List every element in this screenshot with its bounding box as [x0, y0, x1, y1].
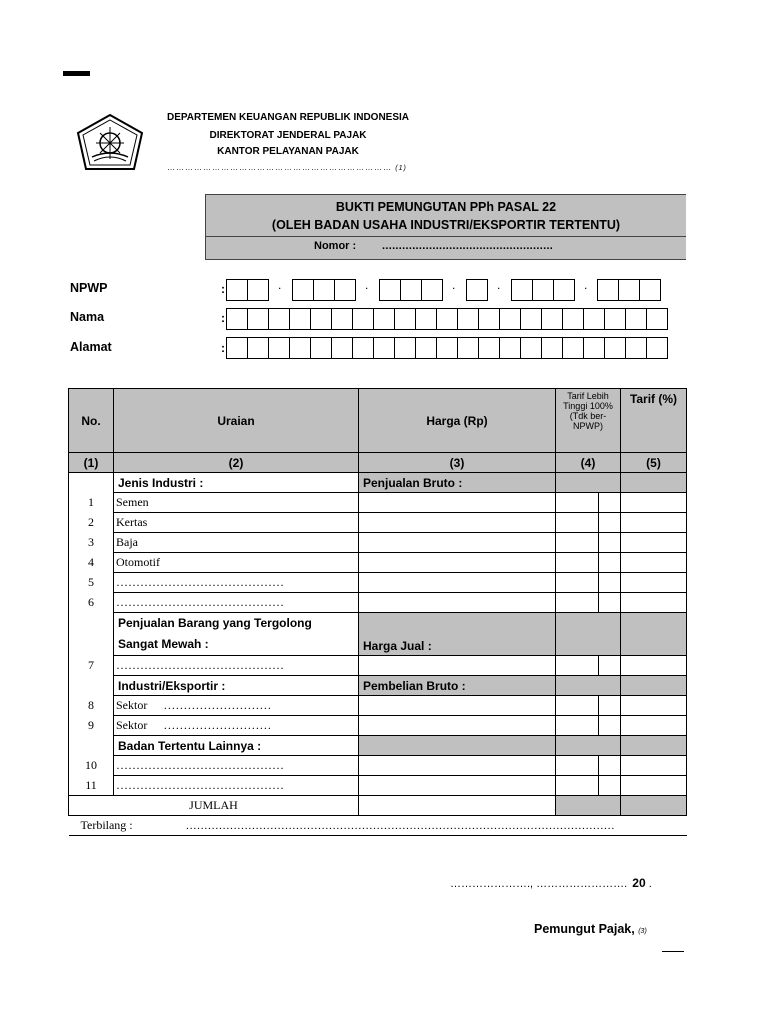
- sektor-field[interactable]: ………………………: [163, 718, 272, 732]
- npwp-group[interactable]: [597, 279, 660, 301]
- row-no: 1: [69, 493, 114, 513]
- tarif-cell[interactable]: [621, 553, 687, 573]
- harga-cell[interactable]: [359, 696, 556, 716]
- nomor-label: Nomor :: [314, 240, 357, 252]
- tarif-lebih-cell[interactable]: [556, 696, 599, 716]
- char-box[interactable]: [625, 308, 647, 330]
- section-industri-eksportir: Industri/Eksportir :: [114, 676, 359, 696]
- year-label: 20: [632, 876, 646, 890]
- title-box: [205, 194, 686, 260]
- section-barang-mewah: [114, 613, 359, 656]
- char-box[interactable]: [400, 279, 422, 301]
- row-label: Otomotif: [114, 553, 359, 573]
- char-box[interactable]: [436, 337, 458, 359]
- char-box[interactable]: [478, 308, 500, 330]
- char-box[interactable]: [562, 337, 584, 359]
- char-box[interactable]: [553, 279, 575, 301]
- terbilang-field[interactable]: ………………………………………………………………………………………………………: [185, 820, 615, 832]
- npwp-separator: .: [278, 278, 282, 292]
- row-no: 11: [69, 776, 114, 796]
- npwp-group[interactable]: [466, 279, 487, 301]
- row-no: 8: [69, 696, 114, 716]
- npwp-group[interactable]: [511, 279, 574, 301]
- tarif-cell[interactable]: [621, 593, 687, 613]
- char-box[interactable]: [618, 279, 640, 301]
- row-label: [114, 716, 359, 736]
- tarif-lebih-cell[interactable]: [556, 533, 599, 553]
- harga-cell[interactable]: [359, 493, 556, 513]
- terbilang-label: Terbilang :: [80, 818, 133, 832]
- char-box[interactable]: [373, 337, 395, 359]
- colnum-3: (3): [359, 453, 556, 473]
- nama-colon: :: [221, 311, 225, 325]
- char-box[interactable]: [532, 279, 554, 301]
- tarif-cell[interactable]: [621, 696, 687, 716]
- char-box[interactable]: [352, 308, 374, 330]
- colnum-5: (5): [621, 453, 687, 473]
- row-label: Baja: [114, 533, 359, 553]
- col-tarif-lebih-header: Tarif Lebih Tinggi 100% (Tdk ber-NPWP): [556, 389, 621, 453]
- char-box[interactable]: [520, 337, 542, 359]
- row-label: Kertas: [114, 513, 359, 533]
- col-no-header: No.: [69, 389, 114, 453]
- char-box[interactable]: [352, 337, 374, 359]
- char-box[interactable]: [289, 337, 311, 359]
- tarif-lebih-cell[interactable]: [556, 593, 599, 613]
- harga-cell[interactable]: [359, 756, 556, 776]
- char-box[interactable]: [247, 337, 269, 359]
- char-box[interactable]: [541, 337, 563, 359]
- date-line: [450, 876, 652, 890]
- char-box[interactable]: [415, 337, 437, 359]
- col-uraian-header: Uraian: [114, 389, 359, 453]
- row-label[interactable]: ……………………………………: [114, 593, 359, 613]
- form-subtitle: (OLEH BADAN USAHA INDUSTRI/EKSPORTIR TERTENTU): [271, 218, 621, 232]
- table-row: [69, 776, 687, 796]
- tarif-lebih-cell[interactable]: [556, 553, 599, 573]
- table-row: [69, 513, 687, 533]
- jumlah-label: JUMLAH: [69, 796, 359, 816]
- row-label: [114, 696, 359, 716]
- nama-label: Nama: [70, 310, 105, 324]
- char-box[interactable]: [313, 279, 335, 301]
- pemungut-label: Pemungut Pajak,: [534, 922, 635, 936]
- char-box[interactable]: [331, 337, 353, 359]
- char-box[interactable]: [334, 279, 356, 301]
- harga-cell[interactable]: [359, 656, 556, 676]
- header-dept: DEPARTEMEN KEUANGAN REPUBLIK INDONESIA: [166, 112, 410, 123]
- npwp-group[interactable]: [379, 279, 442, 301]
- colnum-4: (4): [556, 453, 621, 473]
- char-box[interactable]: [604, 308, 626, 330]
- colnum-2: (2): [114, 453, 359, 473]
- pembelian-bruto-label: Pembelian Bruto :: [359, 676, 556, 696]
- char-box[interactable]: [292, 279, 314, 301]
- row-no: 3: [69, 533, 114, 553]
- char-box[interactable]: [310, 308, 332, 330]
- sektor-field[interactable]: ………………………: [163, 698, 272, 712]
- table-row: [69, 533, 687, 553]
- char-box[interactable]: [520, 308, 542, 330]
- jumlah-harga-cell[interactable]: [359, 796, 556, 816]
- note-1: (1): [395, 165, 407, 172]
- table-row: [69, 573, 687, 593]
- char-box[interactable]: [415, 308, 437, 330]
- char-box[interactable]: [289, 308, 311, 330]
- form-title: BUKTI PEMUNGUTAN PPh PASAL 22: [335, 200, 557, 214]
- char-box[interactable]: [604, 337, 626, 359]
- char-box[interactable]: [646, 308, 668, 330]
- char-box[interactable]: [511, 279, 533, 301]
- alamat-label: Alamat: [70, 340, 112, 354]
- harga-cell[interactable]: [359, 776, 556, 796]
- harga-cell[interactable]: [359, 513, 556, 533]
- signature-line: [662, 951, 684, 952]
- npwp-separator: .: [365, 278, 369, 292]
- alamat-input[interactable]: [226, 337, 667, 359]
- sektor-label: Sektor: [116, 698, 148, 712]
- table-row: [69, 493, 687, 513]
- tarif-cell[interactable]: [621, 776, 687, 796]
- char-box[interactable]: [226, 337, 248, 359]
- sektor-label: Sektor: [116, 718, 148, 732]
- terbilang-row: [69, 816, 687, 836]
- char-box[interactable]: [562, 308, 584, 330]
- char-box[interactable]: [226, 308, 248, 330]
- tarif-cell[interactable]: [621, 656, 687, 676]
- date-field[interactable]: …………………., …………………….: [450, 878, 628, 890]
- row-label[interactable]: ……………………………………: [114, 573, 359, 593]
- header-directorate: DIREKTORAT JENDERAL PAJAK: [209, 130, 367, 141]
- char-box[interactable]: [247, 279, 269, 301]
- tarif-lebih-cell[interactable]: [556, 513, 599, 533]
- nomor-field[interactable]: ...................................................: [382, 240, 554, 252]
- npwp-colon: :: [221, 282, 225, 296]
- char-box[interactable]: [583, 337, 605, 359]
- penjualan-bruto-label: Penjualan Bruto :: [359, 473, 556, 493]
- tarif-lebih-cell[interactable]: [556, 573, 599, 593]
- char-box[interactable]: [625, 337, 647, 359]
- section-barang-mewah-line2: Sangat Mewah :: [118, 637, 209, 651]
- year-dot: .: [648, 878, 652, 890]
- char-box[interactable]: [379, 279, 401, 301]
- char-box[interactable]: [268, 337, 290, 359]
- tarif-cell[interactable]: [621, 573, 687, 593]
- char-box[interactable]: [421, 279, 443, 301]
- row-no: 9: [69, 716, 114, 736]
- harga-cell[interactable]: [359, 573, 556, 593]
- char-box[interactable]: [394, 337, 416, 359]
- office-name-dots: [167, 163, 407, 172]
- corner-mark: [63, 71, 90, 76]
- pemungut-signature: [534, 922, 647, 936]
- tarif-cell[interactable]: [621, 513, 687, 533]
- char-box[interactable]: [268, 308, 290, 330]
- tarif-lebih-cell[interactable]: [556, 493, 599, 513]
- char-box[interactable]: [331, 308, 353, 330]
- row-label[interactable]: ……………………………………: [114, 776, 359, 796]
- npwp-label: NPWP: [70, 281, 108, 295]
- char-box[interactable]: [646, 337, 668, 359]
- char-box[interactable]: [436, 308, 458, 330]
- char-box[interactable]: [499, 308, 521, 330]
- colnum-1: (1): [69, 453, 114, 473]
- table-row: [69, 553, 687, 573]
- nama-input[interactable]: [226, 308, 667, 330]
- tarif-cell[interactable]: [621, 493, 687, 513]
- section-barang-mewah-line1: Penjualan Barang yang Tergolong: [118, 616, 312, 630]
- tarif-lebih-cell[interactable]: [556, 756, 599, 776]
- alamat-colon: :: [221, 341, 225, 355]
- office-dots: …………………………………………………………………: [167, 163, 392, 172]
- tarif-cell[interactable]: [621, 716, 687, 736]
- char-box[interactable]: [466, 279, 488, 301]
- row-label: Semen: [114, 493, 359, 513]
- pph-table: [68, 388, 687, 836]
- col-harga-header: Harga (Rp): [359, 389, 556, 453]
- table-row: [69, 593, 687, 613]
- npwp-group[interactable]: [226, 279, 268, 301]
- row-no: 4: [69, 553, 114, 573]
- char-box[interactable]: [457, 337, 479, 359]
- section-jenis-industri: Jenis Industri :: [114, 473, 359, 493]
- note-3: (3): [638, 928, 647, 935]
- harga-cell[interactable]: [359, 553, 556, 573]
- tarif-lebih-cell[interactable]: [556, 656, 599, 676]
- npwp-separator: .: [452, 278, 456, 292]
- harga-cell[interactable]: [359, 533, 556, 553]
- col-tarif-header: Tarif (%): [621, 389, 687, 453]
- row-no: 5: [69, 573, 114, 593]
- tarif-lebih-cell[interactable]: [556, 716, 599, 736]
- harga-cell[interactable]: [359, 716, 556, 736]
- harga-cell[interactable]: [359, 593, 556, 613]
- npwp-separator: .: [497, 278, 501, 292]
- row-no: 7: [69, 656, 114, 676]
- npwp-separator: .: [584, 278, 588, 292]
- tarif-lebih-cell[interactable]: [556, 776, 599, 796]
- char-box[interactable]: [478, 337, 500, 359]
- header-office: KANTOR PELAYANAN PAJAK: [217, 146, 359, 157]
- char-box[interactable]: [499, 337, 521, 359]
- tarif-cell[interactable]: [621, 533, 687, 553]
- char-box[interactable]: [583, 308, 605, 330]
- char-box[interactable]: [373, 308, 395, 330]
- table-row: [69, 716, 687, 736]
- row-label[interactable]: ……………………………………: [114, 656, 359, 676]
- char-box[interactable]: [639, 279, 661, 301]
- title-divider: [206, 236, 686, 237]
- char-box[interactable]: [310, 337, 332, 359]
- section-badan-tertentu: Badan Tertentu Lainnya :: [114, 736, 359, 756]
- char-box[interactable]: [394, 308, 416, 330]
- char-box[interactable]: [597, 279, 619, 301]
- npwp-group[interactable]: [292, 279, 355, 301]
- table-row: [69, 696, 687, 716]
- row-no: 2: [69, 513, 114, 533]
- table-row: [69, 756, 687, 776]
- tarif-cell[interactable]: [621, 756, 687, 776]
- char-box[interactable]: [541, 308, 563, 330]
- kemenkeu-emblem-icon: [76, 113, 144, 171]
- table-row: [69, 656, 687, 676]
- char-box[interactable]: [247, 308, 269, 330]
- char-box[interactable]: [457, 308, 479, 330]
- row-no: 6: [69, 593, 114, 613]
- row-label[interactable]: ……………………………………: [114, 756, 359, 776]
- row-no: 10: [69, 756, 114, 776]
- char-box[interactable]: [226, 279, 248, 301]
- harga-jual-label: Harga Jual :: [359, 613, 556, 656]
